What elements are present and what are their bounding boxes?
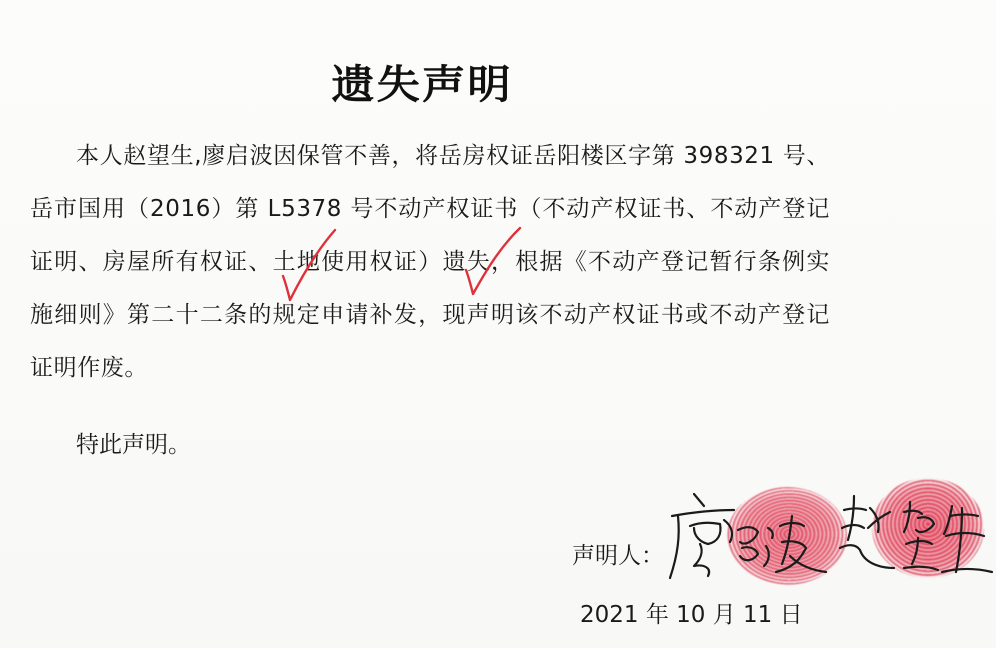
- signature-zhao-wangsheng: [834, 488, 996, 588]
- signature-liao-qibo: [664, 486, 834, 596]
- closing-statement: 特此声明。: [76, 432, 191, 458]
- declaration-date: 2021 年 10 月 11 日: [580, 602, 803, 628]
- declaration-body: 本人赵望生,廖启波因保管不善，将岳房权证岳阳楼区字第 398321 号、岳市国用（2016）第 L5378 号不动产权证书（不动产权证书、不动产登记证明、房屋所有权证、土地使用权证）遗失，根据《不动产登记暂行条例实施细则》第二十二条的规定申请补发，现声明该不动产权证书或不动产登记证明作废。: [30, 143, 830, 381]
- fingerprint-icon: [872, 478, 984, 578]
- declarant-label: 声明人：: [572, 543, 664, 569]
- document-title: 遗失声明: [331, 61, 513, 108]
- fingerprint-icon: [727, 487, 847, 585]
